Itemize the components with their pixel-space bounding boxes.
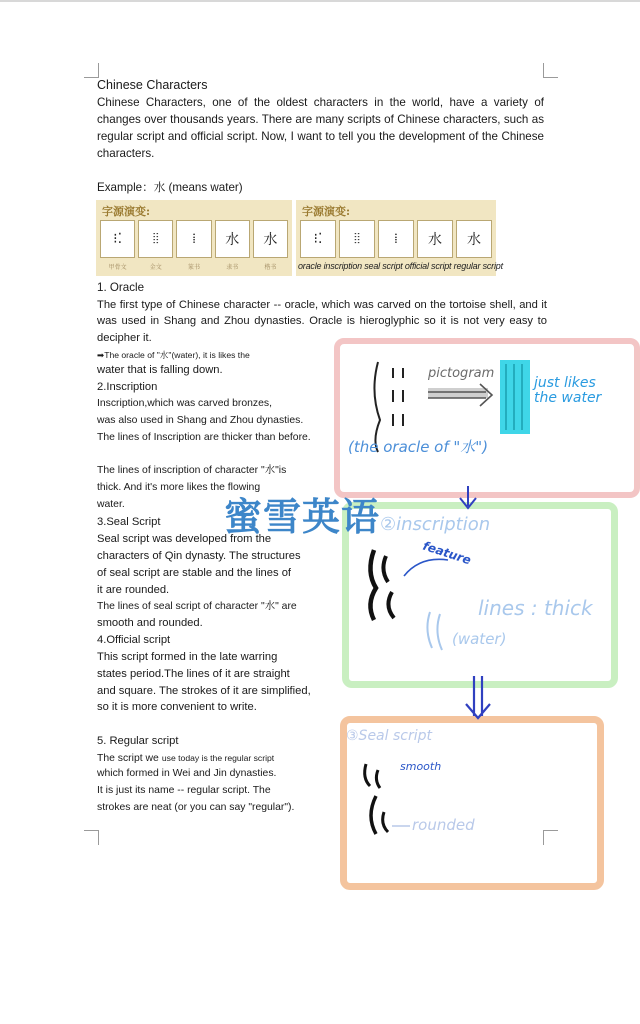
glyph-regular: 水 bbox=[253, 220, 288, 258]
page-corner-mark bbox=[84, 63, 99, 78]
label-inscription: 金文 bbox=[149, 265, 162, 271]
evolution-table-annotated bbox=[296, 200, 503, 276]
inscription-line: Inscription,which was carved bronzes, bbox=[97, 398, 272, 409]
evolution-header: 字源演变: bbox=[102, 205, 151, 218]
inscription-line: The lines of inscription of character "水"is bbox=[97, 465, 287, 476]
evolution-table bbox=[96, 200, 292, 276]
glyph-seal: ⁞ bbox=[378, 220, 414, 258]
note-lines-thick: lines : thick bbox=[478, 596, 593, 620]
label-regular: 楷书 bbox=[264, 265, 277, 271]
section-heading-regular: 5. Regular script bbox=[97, 735, 179, 747]
seal-line: characters of Qin dynasty. The structures bbox=[97, 550, 301, 562]
inscription-line: The lines of Inscription are thicker than before. bbox=[97, 432, 311, 443]
oracle-note-2: water that is falling down. bbox=[97, 364, 223, 376]
seal-line: The lines of seal script of character "水" are bbox=[97, 601, 297, 612]
label-oracle: 甲骨文 bbox=[108, 265, 127, 271]
regular-line-part: The script we bbox=[97, 753, 159, 764]
evolution-header: 字源演变: bbox=[302, 205, 351, 218]
glyph-official: 水 bbox=[417, 220, 453, 258]
seal-line: it are rounded. bbox=[97, 584, 170, 596]
section-heading-seal: 3.Seal Script bbox=[97, 516, 161, 528]
section-oracle bbox=[97, 280, 547, 346]
top-edge-line bbox=[0, 0, 640, 2]
note-feature: feature bbox=[421, 538, 473, 568]
label-seal: 篆书 bbox=[188, 265, 201, 271]
glyph-regular: 水 bbox=[456, 220, 492, 258]
glyph-oracle: ⁝⁚ bbox=[300, 220, 336, 258]
regular-line-part: use today is the regular script bbox=[161, 753, 275, 763]
regular-line: It is just its name -- regular script. The bbox=[97, 785, 271, 796]
note-inscription: ②inscription bbox=[380, 514, 491, 535]
evolution-glyph-row bbox=[100, 220, 288, 258]
official-line: states period.The lines of it are straight bbox=[97, 668, 290, 680]
section-heading: 1. Oracle bbox=[97, 281, 145, 294]
note-seal-script: ③Seal script bbox=[346, 728, 432, 744]
oracle-note: ➡The oracle of "水"(water), it is likes the bbox=[97, 350, 250, 360]
oracle-note-box bbox=[334, 338, 640, 498]
intro-paragraph: Chinese Characters, one of the oldest characters in the world, have a variety of changes over thousands years. There are many scripts of Chinese characters, such as regular script and official script. Now, I want to tell you the development of the Chinese characters. bbox=[97, 96, 544, 160]
evolution-glyph-row bbox=[300, 220, 492, 258]
regular-line: strokes are neat (or you can say "regular"). bbox=[97, 802, 295, 813]
glyph-seal: ⁞ bbox=[176, 220, 211, 258]
section-heading-inscription: 2.Inscription bbox=[97, 381, 158, 393]
watermark: 蜜雪英语 bbox=[224, 495, 381, 539]
note-smooth: smooth bbox=[400, 760, 442, 773]
page-corner-mark bbox=[84, 830, 99, 845]
label-official: 隶书 bbox=[226, 265, 239, 271]
inscription-line: thick. And it's more likes the flowing bbox=[97, 482, 261, 493]
page-corner-mark bbox=[543, 63, 558, 78]
glyph-inscription: ⦙⦙ bbox=[339, 220, 375, 258]
regular-line: which formed in Wei and Jin dynasties. bbox=[97, 768, 277, 779]
note-pictogram: pictogram bbox=[428, 366, 495, 381]
inscription-line: water. bbox=[97, 499, 125, 510]
seal-line: of seal script are stable and the lines of bbox=[97, 567, 292, 579]
section-heading-official: 4.Official script bbox=[97, 634, 171, 646]
official-line: and square. The strokes of it are simplified, bbox=[97, 685, 311, 697]
official-line: so it is more convenient to write. bbox=[97, 701, 257, 713]
official-line: This script formed in the late warring bbox=[97, 651, 278, 663]
glyph-inscription: ⦙⦙ bbox=[138, 220, 173, 258]
document-title: Chinese Characters bbox=[97, 78, 208, 92]
evolution-labels bbox=[100, 262, 288, 271]
seal-line: Seal script was developed from the bbox=[97, 533, 272, 545]
handwritten-script-labels: oracle inscription seal script official script regular script bbox=[298, 261, 503, 271]
glyph-official: 水 bbox=[215, 220, 250, 258]
glyph-oracle: ⁝⁚ bbox=[100, 220, 135, 258]
note-just-likes-the-water: just likes the water bbox=[534, 375, 602, 406]
section-text: The first type of Chinese character -- oracle, which was carved on the tortoise shell, and it was used in Shang and Zhou dynasties. Oracle is hieroglyphic so it is not very easy to decipher it. bbox=[97, 298, 547, 344]
example-line: Example：水 (means water) bbox=[97, 181, 243, 194]
note-water: (water) bbox=[452, 630, 507, 648]
note-oracle-of: (the oracle of "水") bbox=[348, 438, 489, 456]
note-rounded: rounded bbox=[412, 816, 475, 834]
regular-line bbox=[97, 750, 332, 768]
seal-line: smooth and rounded. bbox=[97, 617, 203, 629]
inscription-line: was also used in Shang and Zhou dynasties. bbox=[97, 415, 304, 426]
